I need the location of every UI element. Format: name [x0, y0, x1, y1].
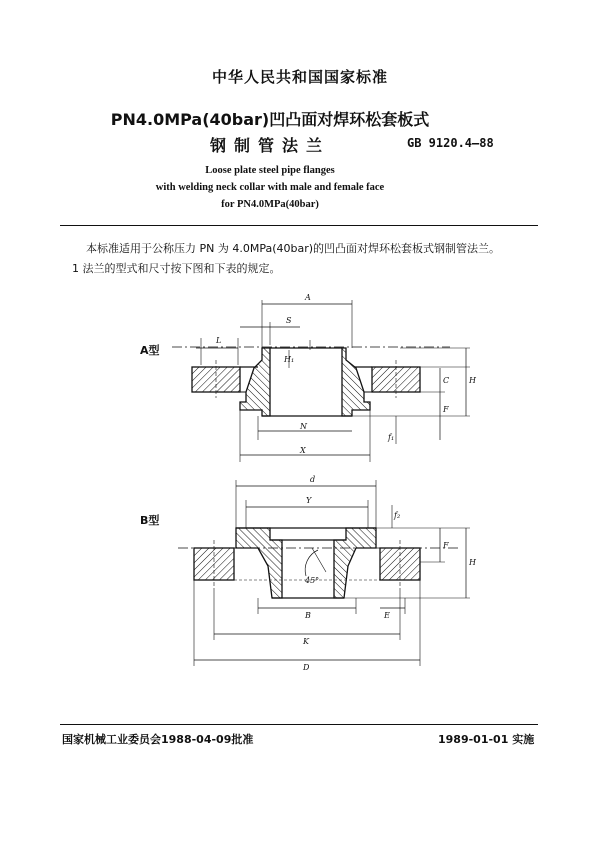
- national-standard-heading: 中华人民共和国国家标准: [211, 68, 388, 86]
- english-title-line2: with welding neck collar with male and female face: [155, 182, 385, 193]
- dim-l-label: L: [216, 336, 222, 345]
- dim-f1-label: f₁: [388, 433, 395, 442]
- dim-f2-label: f₂: [394, 511, 401, 520]
- dim-y-label: Y: [306, 496, 312, 505]
- type-b-drawing: [178, 480, 470, 666]
- dim-f-b-label: F: [443, 541, 449, 550]
- standard-title-line1: PN4.0MPa(40bar)凹凸面对焊环松套板式: [110, 110, 430, 129]
- dim-b-label: B: [305, 611, 311, 620]
- clause-1-paragraph: 1 法兰的型式和尺寸按下图和下表的规定。: [72, 262, 281, 275]
- type-b-label: B型: [140, 514, 160, 527]
- type-a-label: A型: [140, 344, 160, 357]
- footer-divider: [60, 724, 538, 725]
- dim-angle-label: 45°: [305, 576, 320, 585]
- standard-title-line2: 钢制管法兰: [209, 136, 330, 155]
- dim-s-label: S: [286, 316, 292, 325]
- dim-d-large-label: D: [303, 663, 310, 672]
- standard-code: GB 9120.4—88: [407, 136, 494, 150]
- dim-h-label: H: [469, 376, 476, 385]
- dim-h-b-label: H: [469, 558, 476, 567]
- dim-f-label: F: [443, 405, 449, 414]
- approval-note: 国家机械工业委员会1988-04-09批准: [62, 733, 254, 746]
- dim-e-label: E: [384, 611, 390, 620]
- type-a-drawing: [172, 300, 470, 462]
- english-title-line1: Loose plate steel pipe flanges: [205, 165, 335, 176]
- dim-c-label: C: [443, 376, 450, 385]
- dim-k-label: K: [303, 637, 309, 646]
- english-title-line3: for PN4.0MPa(40bar): [221, 199, 319, 210]
- dim-h1-label: H₁: [284, 355, 295, 364]
- dim-x-label: X: [300, 446, 306, 455]
- implementation-date: 1989-01-01 实施: [438, 733, 535, 746]
- dim-a-label: A: [305, 293, 311, 302]
- dim-n-label: N: [300, 422, 307, 431]
- dim-d-small-label: d: [310, 475, 316, 484]
- intro-paragraph: 本标准适用于公称压力 PN 为 4.0MPa(40bar)的凹凸面对焊环松套板式钢制管法兰。: [86, 242, 501, 255]
